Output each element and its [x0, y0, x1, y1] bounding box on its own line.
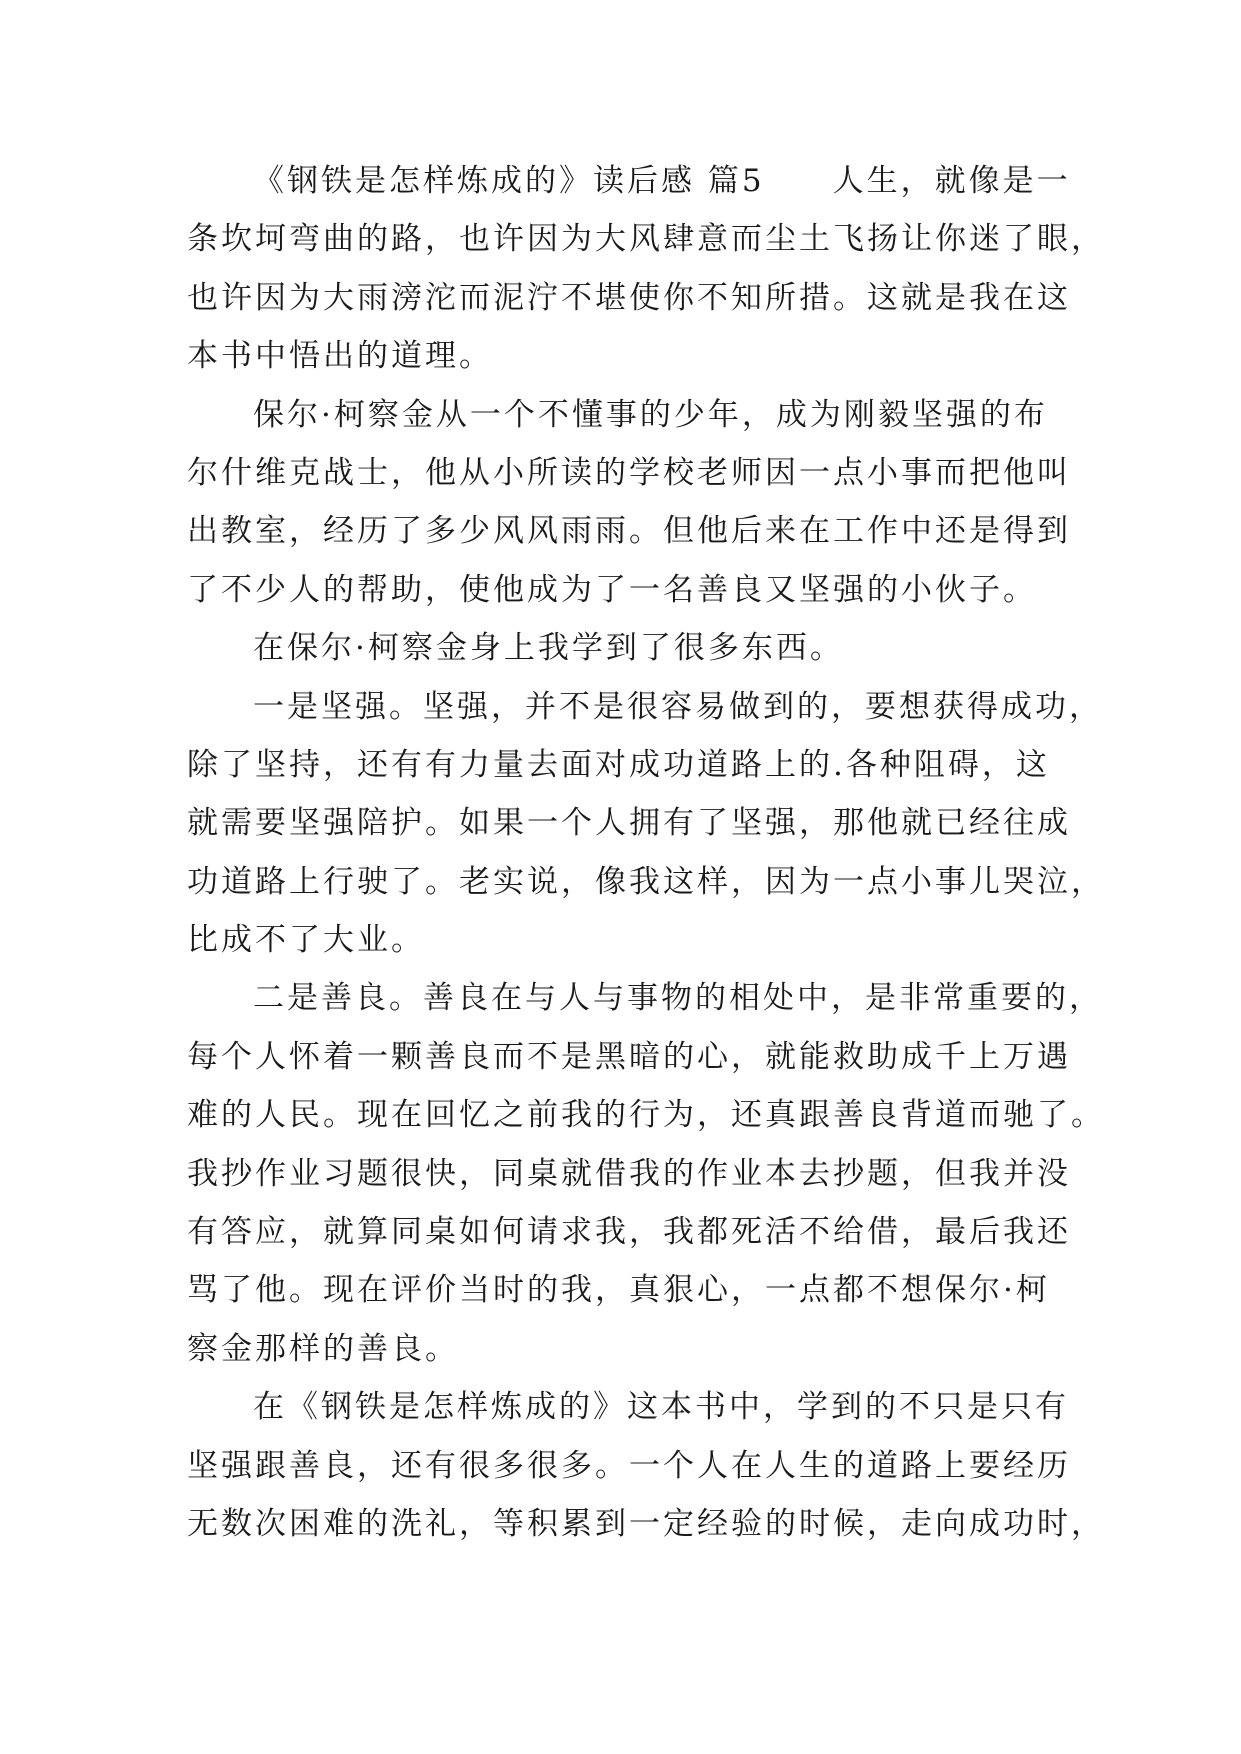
text-line: 《钢铁是怎样炼成的》读后感 篇5 人生，就像是一 [253, 163, 1071, 199]
paragraph-3 [187, 619, 1067, 677]
text-line: 也许因为大雨滂沱而泥泞不堪使你不知所措。这就是我在这 [187, 279, 1071, 316]
text-line: 每个人怀着一颗善良而不是黑暗的心，就能救助成千上万遇 [187, 1038, 1071, 1075]
text-line: 除了坚持，还有有力量去面对成功道路上的.各种阻碍，这 [187, 746, 1050, 783]
text-line: 比成不了大业。 [187, 922, 425, 959]
text-line: 坚强跟善良，还有很多很多。一个人在人生的道路上要经历 [187, 1447, 1071, 1484]
text-line: 本书中悟出的道理。 [187, 338, 493, 375]
text-line: 条坎坷弯曲的路，也许因为大风肆意而尘土飞扬让你迷了眼， [187, 221, 1105, 258]
text-line: 二是善良。善良在与人与事物的相处中，是非常重要的， [253, 980, 1103, 1017]
paragraph-5 [187, 969, 1105, 1378]
text-line: 在保尔·柯察金身上我学到了很多东西。 [253, 630, 844, 667]
text-line: 保尔·柯察金从一个不懂事的少年，成为刚毅坚强的布 [253, 396, 1048, 433]
paragraph-2 [187, 386, 1071, 620]
text-line: 察金那样的善良。 [187, 1330, 459, 1367]
paragraph-1 [187, 152, 1105, 386]
text-line: 在《钢铁是怎样炼成的》这本书中，学到的不只是只有 [253, 1389, 1069, 1426]
text-line: 一是坚强。坚强，并不是很容易做到的，要想获得成功， [253, 688, 1103, 725]
text-line: 尔什维克战士，他从小所读的学校老师因一点小事而把他叫 [187, 454, 1071, 491]
document-body [187, 152, 1105, 1553]
text-line: 骂了他。现在评价当时的我，真狠心，一点都不想保尔·柯 [187, 1272, 1050, 1309]
text-line: 功道路上行驶了。老实说，像我这样，因为一点小事儿哭泣， [187, 863, 1105, 900]
paragraph-4 [187, 678, 1105, 970]
text-line: 难的人民。现在回忆之前我的行为，还真跟善良背道而驰了。 [187, 1097, 1105, 1134]
text-line: 无数次困难的洗礼，等积累到一定经验的时候，走向成功时， [187, 1505, 1105, 1542]
paragraph-6 [187, 1378, 1105, 1553]
text-line: 出教室，经历了多少风风雨雨。但他后来在工作中还是得到 [187, 513, 1071, 550]
text-line: 了不少人的帮助，使他成为了一名善良又坚强的小伙子。 [187, 571, 1037, 608]
text-line: 有答应，就算同桌如何请求我，我都死活不给借，最后我还 [187, 1214, 1071, 1251]
text-line: 我抄作业习题很快，同桌就借我的作业本去抄题，但我并没 [187, 1155, 1071, 1192]
text-line: 就需要坚强陪护。如果一个人拥有了坚强，那他就已经往成 [187, 805, 1071, 842]
